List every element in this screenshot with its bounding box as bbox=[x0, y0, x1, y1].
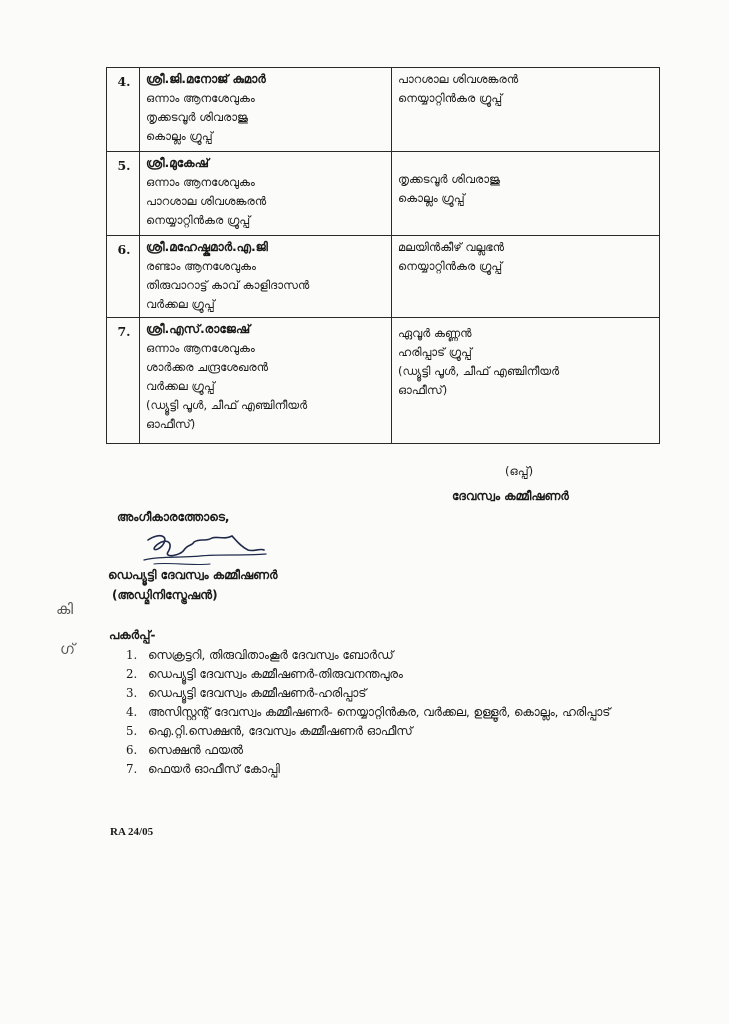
posting-line: ഓഫീസ്) bbox=[146, 417, 196, 431]
new-posting bbox=[392, 318, 660, 444]
item-number: 4. bbox=[126, 705, 138, 719]
item-text: സെക്രട്ടറി, തിരുവിതാംകൂർ ദേവസ്വം ബോർഡ് bbox=[148, 648, 394, 662]
posting-line: കൊല്ലം ഗ്രൂപ്പ് bbox=[146, 129, 213, 143]
reference-code: RA 24/05 bbox=[110, 826, 154, 838]
item-text: ഐ.റ്റി.സെക്ഷൻ, ദേവസ്വം കമ്മീഷണർ ഓഫീസ് bbox=[148, 724, 413, 738]
list-item bbox=[126, 722, 626, 741]
handwritten-signature bbox=[140, 526, 270, 572]
posting-line: തൃക്കടവൂർ ശിവരാജു bbox=[146, 110, 249, 124]
approval-text: അംഗീകാരത്തോടെ, bbox=[117, 510, 230, 524]
posting-line: തിരുവാറാട്ട് കാവ് കാളിദാസൻ bbox=[146, 278, 310, 292]
item-number: 2. bbox=[126, 667, 138, 681]
destination-line: മലയിൻകീഴ് വല്ലഭൻ bbox=[398, 240, 505, 254]
employee-name: ശ്രീ.ജി.മനോജ് കുമാർ bbox=[146, 72, 266, 86]
current-posting bbox=[140, 236, 392, 318]
destination-line: പാറശാല ശിവശങ്കരൻ bbox=[398, 72, 519, 86]
signature-note: (ഒപ്പ്) bbox=[505, 464, 534, 478]
item-text: ഫെയർ ഓഫീസ് കോപ്പി bbox=[148, 762, 280, 776]
list-item bbox=[126, 665, 626, 684]
posting-line: ഒന്നാം ആനശേവുകം bbox=[146, 341, 255, 355]
row-number: 7. bbox=[107, 318, 140, 444]
current-posting bbox=[140, 318, 392, 444]
destination-line: കൊല്ലം ഗ്രൂപ്പ് bbox=[398, 191, 465, 205]
posting-line: വർക്കല ഗ്രൂപ്പ് bbox=[146, 379, 215, 393]
new-posting bbox=[392, 68, 660, 152]
destination-line: ഓഫീസ്) bbox=[398, 383, 448, 397]
list-item bbox=[126, 646, 626, 665]
employee-name: ശ്രീ.മഹേഷ്കുമാർ.എ.ജി bbox=[146, 240, 268, 254]
employee-name: ശ്രീ.എസ്.രാജേഷ് bbox=[146, 322, 251, 336]
destination-line: ഏവൂർ കണ്ണൻ bbox=[398, 326, 472, 340]
item-number: 7. bbox=[126, 762, 138, 776]
deputy-department: (അഡ്മിനിസ്ട്രേഷൻ) bbox=[112, 588, 218, 602]
item-number: 1. bbox=[126, 648, 138, 662]
posting-line: വർക്കല ഗ്രൂപ്പ് bbox=[146, 297, 215, 311]
margin-mark: ഗ് bbox=[60, 640, 76, 658]
item-number: 5. bbox=[126, 724, 138, 738]
posting-line: (ഡ്യൂട്ടി പൂൾ, ചീഫ് എഞ്ചിനീയർ bbox=[146, 398, 308, 412]
commissioner-title: ദേവസ്വം കമ്മീഷണർ bbox=[452, 489, 569, 503]
item-text: ഡെപ്യൂട്ടി ദേവസ്വം കമ്മീഷണർ-ഹരിപ്പാട് bbox=[148, 686, 367, 700]
deputy-commissioner-title: ഡെപ്യൂട്ടി ദേവസ്വം കമ്മീഷണർ bbox=[108, 568, 278, 582]
transfer-table bbox=[106, 67, 660, 444]
table-row bbox=[107, 152, 660, 236]
destination-line: (ഡ്യൂട്ടി പൂൾ, ചീഫ് എഞ്ചിനീയർ bbox=[398, 364, 560, 378]
table-row bbox=[107, 318, 660, 444]
copy-list bbox=[126, 646, 626, 779]
row-number: 6. bbox=[107, 236, 140, 318]
current-posting bbox=[140, 152, 392, 236]
item-number: 3. bbox=[126, 686, 138, 700]
item-number: 6. bbox=[126, 743, 138, 757]
current-posting bbox=[140, 68, 392, 152]
new-posting bbox=[392, 152, 660, 236]
copy-heading: പകർപ്പ്- bbox=[109, 628, 156, 642]
margin-mark: കി bbox=[56, 600, 73, 618]
destination-line: നെയ്യാറ്റിൻകര ഗ്രൂപ്പ് bbox=[398, 259, 503, 273]
item-text: സെക്ഷൻ ഫയൽ bbox=[148, 743, 243, 757]
employee-name: ശ്രീ.മുകേഷ് bbox=[146, 156, 209, 170]
list-item bbox=[126, 760, 626, 779]
posting-line: രണ്ടാം ആനശേവുകം bbox=[146, 259, 256, 273]
row-number: 4. bbox=[107, 68, 140, 152]
posting-line: ഒന്നാം ആനശേവുകം bbox=[146, 91, 255, 105]
item-text: അസിസ്റ്റന്റ് ദേവസ്വം കമ്മീഷണർ- നെയ്യാറ്റിൻകര, വർക്കല, ഉള്ളൂർ, കൊല്ലം, ഹരിപ്പാട് bbox=[148, 705, 611, 719]
posting-line: ഒന്നാം ആനശേവുകം bbox=[146, 175, 255, 189]
posting-line: ശാർക്കര ചന്ദ്രശേഖരൻ bbox=[146, 360, 269, 374]
destination-line: ഹരിപ്പാട് ഗ്രൂപ്പ് bbox=[398, 345, 472, 359]
row-number: 5. bbox=[107, 152, 140, 236]
destination-line: നെയ്യാറ്റിൻകര ഗ്രൂപ്പ് bbox=[398, 91, 503, 105]
table-row bbox=[107, 236, 660, 318]
item-text: ഡെപ്യൂട്ടി ദേവസ്വം കമ്മീഷണർ-തിരുവനന്തപുരം bbox=[148, 667, 403, 681]
table-row bbox=[107, 68, 660, 152]
new-posting bbox=[392, 236, 660, 318]
posting-line: പാറശാല ശിവശങ്കരൻ bbox=[146, 194, 267, 208]
posting-line: നെയ്യാറ്റിൻകര ഗ്രൂപ്പ് bbox=[146, 213, 251, 227]
destination-line: തൃക്കടവൂർ ശിവരാജു bbox=[398, 172, 501, 186]
list-item bbox=[126, 684, 626, 703]
list-item bbox=[126, 703, 626, 722]
list-item bbox=[126, 741, 626, 760]
